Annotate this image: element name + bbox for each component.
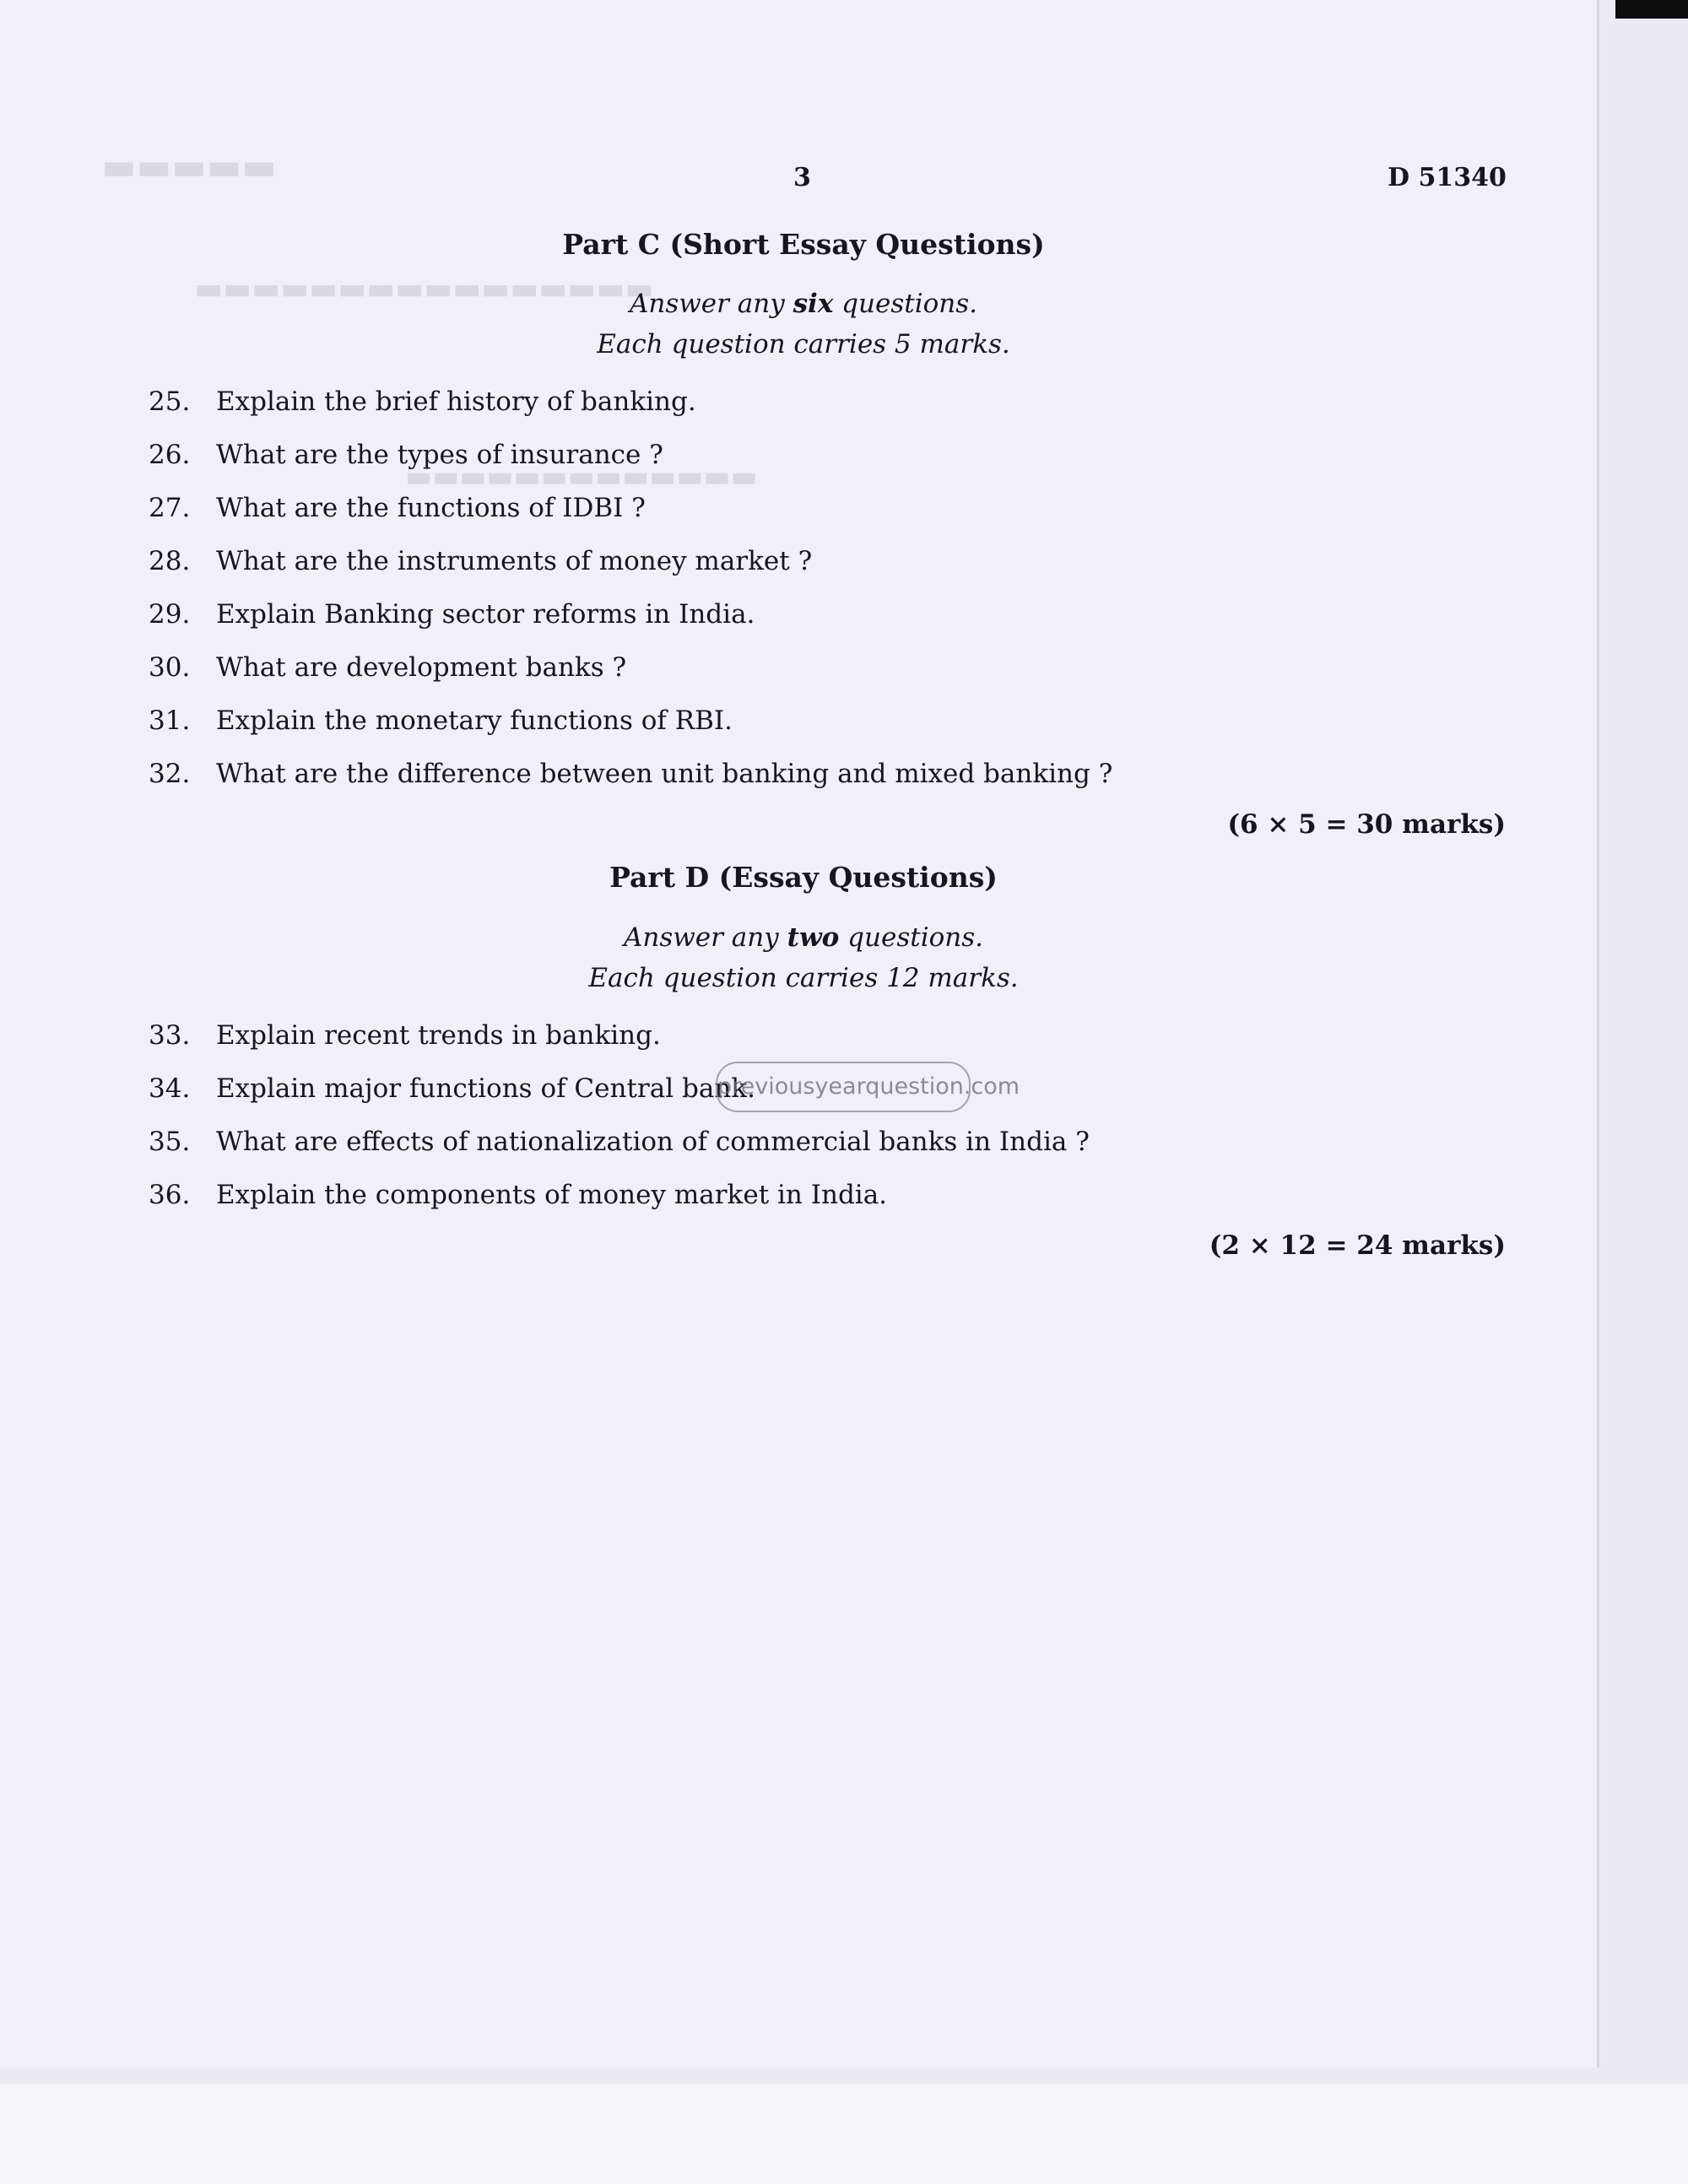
question-text: Explain the monetary functions of RBI. xyxy=(216,705,733,736)
question-text: Explain major functions of Central bank. xyxy=(216,1073,755,1104)
question-item xyxy=(149,1127,1090,1157)
question-item xyxy=(149,1073,755,1104)
part-c-total-marks: (6 × 5 = 30 marks) xyxy=(1227,809,1506,840)
part-d-marks-note: Each question carries 12 marks. xyxy=(588,963,1019,993)
question-number: 34. xyxy=(149,1073,191,1104)
question-number: 36. xyxy=(149,1180,191,1210)
question-item xyxy=(149,652,626,683)
bleed-through-mark: ▬▬▬▬▬▬▬▬▬▬▬▬▬▬▬▬ xyxy=(194,272,654,306)
question-number: 30. xyxy=(149,652,191,683)
question-number: 29. xyxy=(149,599,191,630)
question-number: 35. xyxy=(149,1127,191,1157)
question-item xyxy=(149,440,663,470)
scan-edge xyxy=(1615,0,1688,19)
bleed-through-mark: ▬▬▬▬▬▬▬▬▬▬▬▬▬ xyxy=(405,460,758,494)
question-text: Explain the components of money market in India. xyxy=(216,1180,888,1210)
website-watermark: previousyearquestion.com xyxy=(716,1062,971,1112)
question-item xyxy=(149,1180,887,1210)
part-d-title: Part D (Essay Questions) xyxy=(609,861,998,894)
question-number: 27. xyxy=(149,493,191,523)
question-text: Explain Banking sector reforms in India. xyxy=(216,599,755,630)
part-d-instruction: Answer any two questions. xyxy=(623,922,983,953)
part-d-total-marks: (2 × 12 = 24 marks) xyxy=(1209,1230,1506,1261)
question-number: 25. xyxy=(149,387,191,417)
question-text: What are effects of nationalization of commercial banks in India ? xyxy=(216,1127,1090,1157)
question-text: Explain recent trends in banking. xyxy=(216,1020,661,1051)
bleed-through-mark: ▬▬▬▬▬ xyxy=(101,145,277,188)
question-number: 28. xyxy=(149,546,191,576)
paper-code: D 51340 xyxy=(1388,163,1507,192)
scan-bottom-margin xyxy=(0,2084,1688,2184)
question-text: What are the functions of IDBI ? xyxy=(216,493,646,523)
question-text: What are the difference between unit banking and mixed banking ? xyxy=(216,759,1113,789)
part-c-title: Part C (Short Essay Questions) xyxy=(562,228,1045,261)
part-c-instruction: Answer any six questions. xyxy=(629,289,978,319)
part-c-marks-note: Each question carries 5 marks. xyxy=(597,329,1010,359)
question-item xyxy=(149,493,646,523)
question-item xyxy=(149,705,733,736)
question-item xyxy=(149,599,755,630)
question-number: 33. xyxy=(149,1020,191,1051)
question-item xyxy=(149,759,1112,789)
question-number: 32. xyxy=(149,759,191,789)
question-item xyxy=(149,1020,661,1051)
question-text: What are the types of insurance ? xyxy=(216,440,663,470)
question-text: What are the instruments of money market ? xyxy=(216,546,813,576)
page-number: 3 xyxy=(793,163,811,192)
question-number: 26. xyxy=(149,440,191,470)
question-number: 31. xyxy=(149,705,191,736)
question-text: What are development banks ? xyxy=(216,652,627,683)
question-item xyxy=(149,546,812,576)
question-text: Explain the brief history of banking. xyxy=(216,387,696,417)
question-item xyxy=(149,387,696,417)
